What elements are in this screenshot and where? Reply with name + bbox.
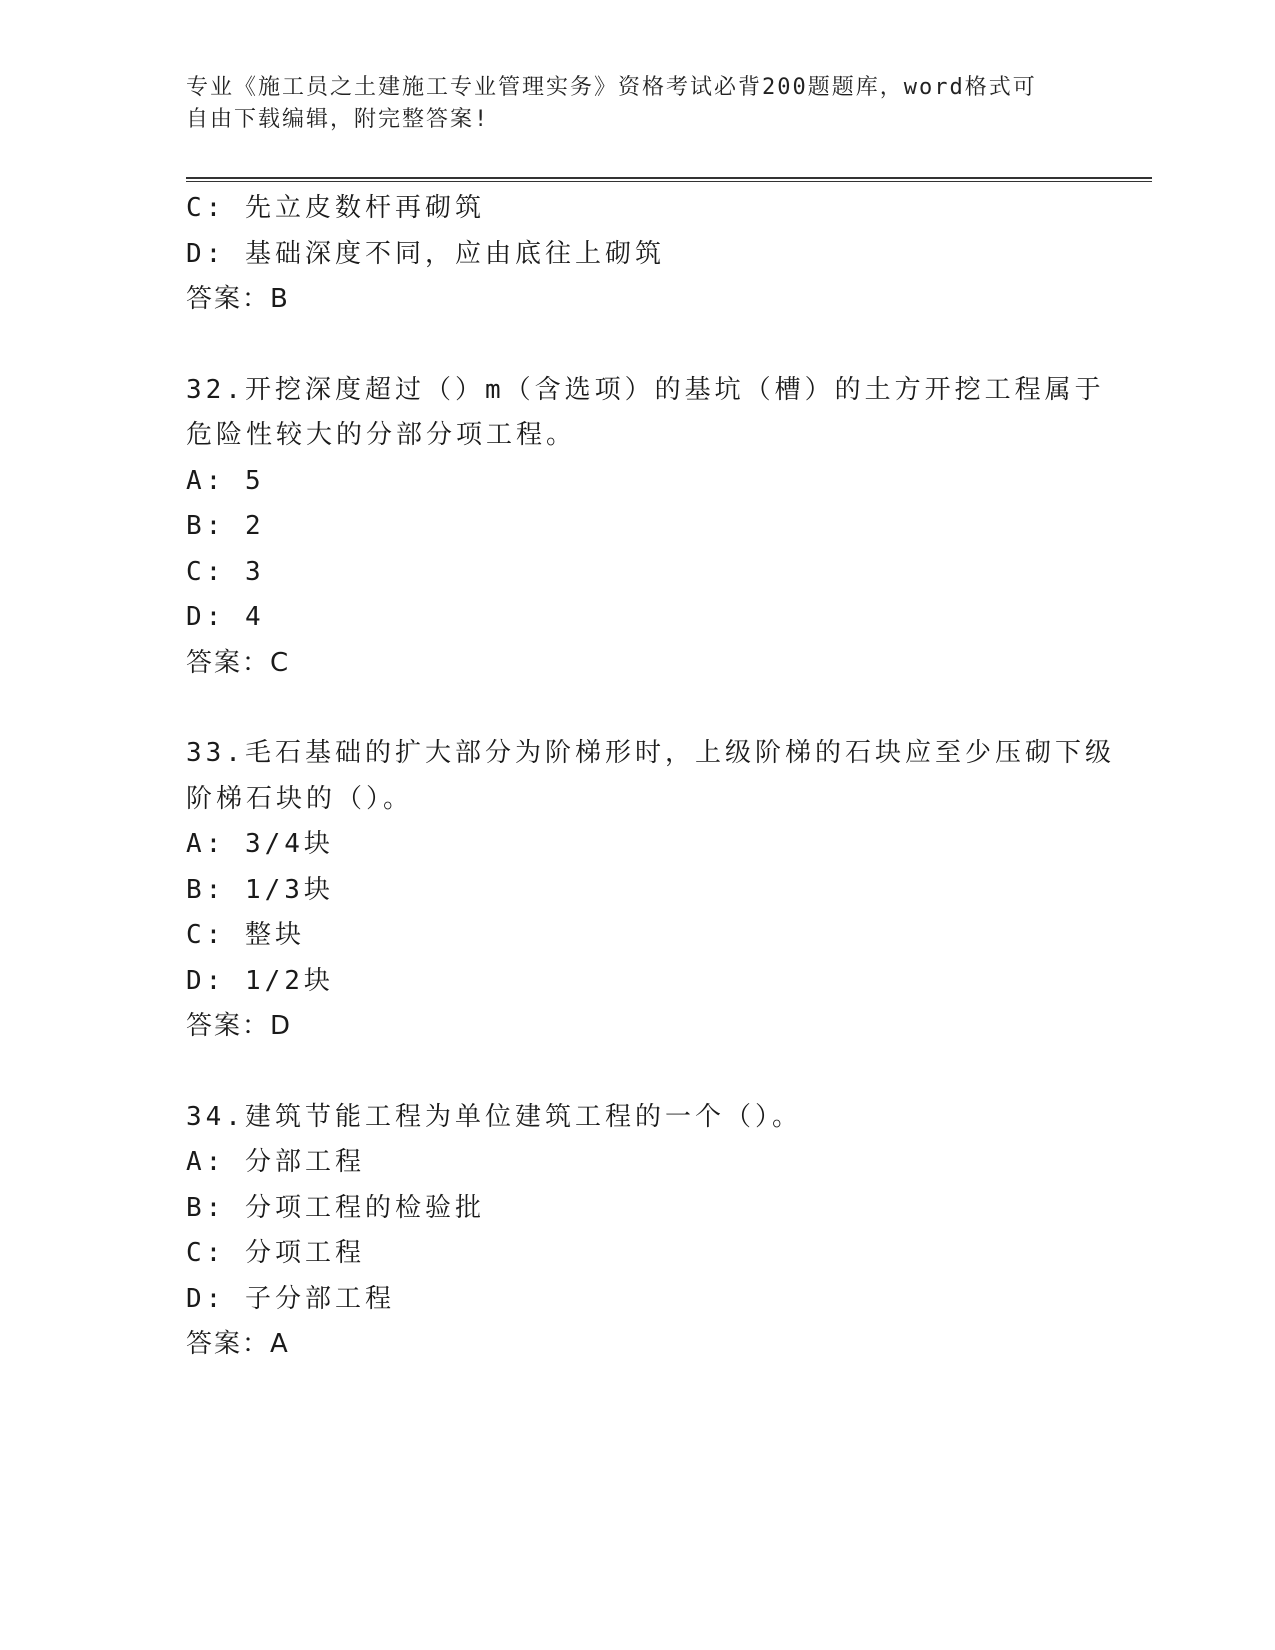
option-d: D: 1/2块	[186, 965, 334, 996]
answer-line: 答案：A	[186, 1329, 290, 1359]
question-33	[186, 731, 1115, 1050]
option-b: B: 分项工程的检验批	[186, 1192, 485, 1223]
header-divider	[186, 177, 1152, 182]
answer-line: 答案：B	[186, 284, 290, 314]
option-c: C: 先立皮数杆再砌筑	[186, 193, 485, 223]
option-a: A: 分部工程	[186, 1147, 365, 1177]
answer-line: 答案：D	[186, 1011, 293, 1041]
option-d: D: 基础深度不同，应由底往上砌筑	[186, 238, 665, 269]
header-title-line-2: 自由下载编辑，附完整答案!	[186, 107, 490, 132]
spacer	[186, 686, 1086, 731]
option-c: C: 整块	[186, 920, 305, 950]
question-stem-line-1: 32.开挖深度超过（）m（含选项）的基坑（槽）的土方开挖工程属于	[186, 374, 1105, 405]
question-stem-line-2: 危险性较大的分部分项工程。	[186, 420, 577, 450]
question-stem-line-1: 33.毛石基础的扩大部分为阶梯形时，上级阶梯的石块应至少压砌下级	[186, 738, 1115, 768]
question-32	[186, 368, 1105, 687]
option-b: B: 2	[186, 511, 265, 541]
question-list	[186, 186, 1115, 1368]
answer-line: 答案：C	[186, 647, 291, 678]
spacer	[186, 323, 1086, 368]
question-stem-line-2: 阶梯石块的（）。	[186, 783, 414, 814]
option-c: C: 分项工程	[186, 1238, 365, 1268]
option-d: D: 子分部工程	[186, 1283, 395, 1314]
option-a: A: 5	[186, 465, 265, 496]
option-c: C: 3	[186, 556, 265, 587]
question-31-tail	[186, 186, 1086, 323]
spacer	[186, 1050, 1086, 1095]
option-a: A: 3/4块	[186, 829, 334, 859]
page-header	[186, 72, 1066, 136]
option-b: B: 1/3块	[186, 874, 334, 905]
question-34	[186, 1095, 1086, 1368]
header-title-line-1: 专业《施工员之土建施工专业管理实务》资格考试必背200题题库，word格式可	[186, 75, 1037, 100]
question-stem-line-1: 34.建筑节能工程为单位建筑工程的一个（）。	[186, 1101, 802, 1132]
option-d: D: 4	[186, 602, 265, 632]
